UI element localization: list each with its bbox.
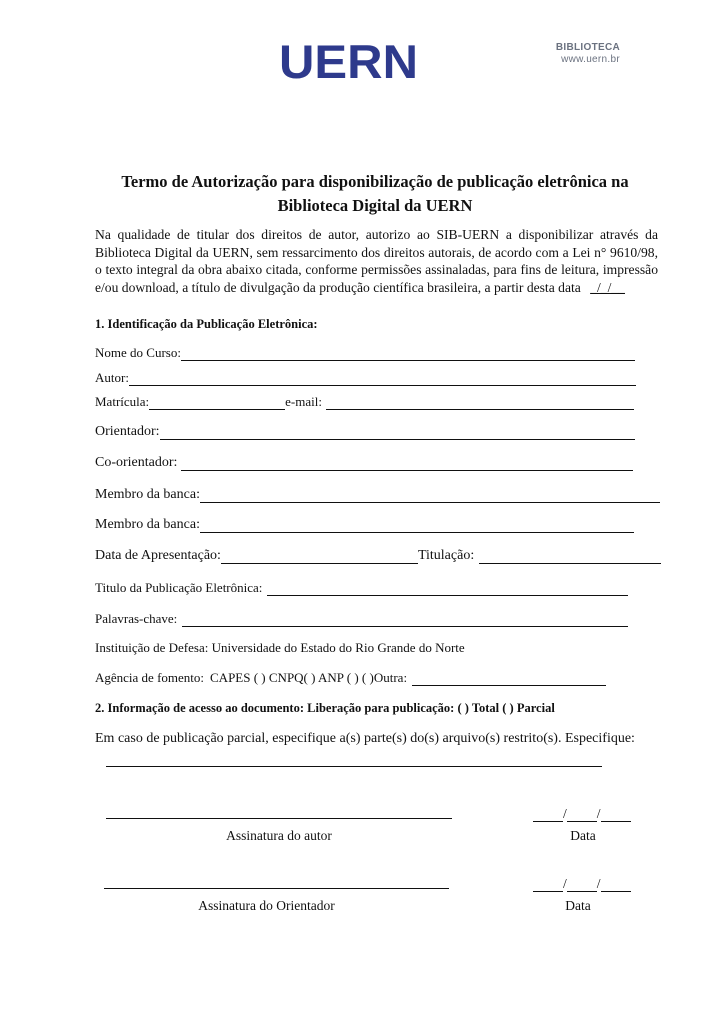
coorientador-input-line[interactable]	[181, 458, 633, 471]
agencia-label: Agência de fomento:	[95, 670, 205, 685]
uern-logo-text: UERN	[279, 42, 418, 80]
banca1-input-line[interactable]	[200, 490, 660, 503]
coorientador-label: Co-orientador:	[95, 455, 178, 470]
library-label: BIBLIOTECA	[555, 42, 620, 53]
advisor-date-caption: Data	[565, 898, 591, 913]
intro-date-blank: _/_/__	[590, 279, 625, 295]
document-title	[95, 170, 655, 218]
palavras-chave-input-line[interactable]	[182, 614, 628, 627]
titulacao-input-line[interactable]	[479, 551, 661, 564]
titulo-publicacao-input-line[interactable]	[267, 583, 628, 596]
curso-label: Nome do Curso:	[95, 345, 181, 360]
title-line-2: Biblioteca Digital da UERN	[277, 196, 473, 215]
email-input-line[interactable]	[326, 397, 634, 410]
field-apresentacao-titulacao	[95, 548, 661, 564]
field-instituicao	[95, 640, 465, 656]
field-palavras-chave	[95, 611, 628, 627]
banca2-input-line[interactable]	[200, 520, 634, 533]
author-date-slash-1: /	[563, 806, 567, 821]
matricula-label: Matrícula:	[95, 394, 150, 409]
orientador-label: Orientador:	[95, 424, 160, 439]
field-orientador	[95, 424, 635, 440]
advisor-date-day[interactable]	[533, 879, 563, 892]
advisor-date-blank[interactable]	[533, 876, 631, 892]
library-url: www.uern.br	[561, 54, 620, 65]
field-autor	[95, 370, 636, 386]
author-date-caption: Data	[570, 828, 596, 843]
section1-heading: 1. Identificação da Publicação Eletrônica:	[95, 317, 318, 331]
section2-heading: 2. Informação de acesso ao documento: Liberação para publicação: ( ) Total ( ) Parcial	[95, 701, 555, 715]
apresentacao-input-line[interactable]	[221, 551, 418, 564]
field-banca-2	[95, 517, 634, 533]
advisor-date-slash-2: /	[596, 876, 601, 891]
advisor-date-year[interactable]	[601, 879, 631, 892]
uern-logo	[279, 42, 418, 80]
author-date-year[interactable]	[601, 809, 631, 822]
orientador-input-line[interactable]	[160, 427, 635, 440]
intro-text: Na qualidade de titular dos direitos de autor, autorizo ao SIB-UERN a disponibilizar através da Biblioteca Digital da UERN, sem ressarcimento dos direitos autorais, de acordo com a Lei n° 9610/98, o texto integral da obra abaixo citada, conforme permissões assinaladas, para fins de leitura, impressão e/ou download, a título de divulgação da produção científica brasileira, a partir desta data	[95, 227, 658, 295]
author-signature-line[interactable]	[106, 818, 452, 819]
apresentacao-label: Data de Apresentação:	[95, 548, 221, 563]
partial-specify-line[interactable]	[106, 766, 602, 767]
advisor-date-slash-1: /	[563, 876, 567, 891]
palavras-chave-label: Palavras-chave:	[95, 611, 178, 626]
instituicao-text: Instituição de Defesa: Universidade do Estado do Rio Grande do Norte	[95, 640, 465, 655]
curso-input-line[interactable]	[181, 348, 635, 361]
intro-paragraph	[95, 226, 658, 296]
email-label: e-mail:	[285, 394, 322, 409]
agencia-outra-input-line[interactable]	[412, 673, 606, 686]
field-titulo-publicacao	[95, 580, 628, 596]
author-date-blank[interactable]	[533, 806, 631, 822]
titulacao-label: Titulação:	[417, 548, 475, 563]
advisor-signature-caption: Assinatura do Orientador	[198, 898, 335, 913]
author-signature-caption: Assinatura do autor	[226, 828, 332, 843]
title-line-1: Termo de Autorização para disponibilização de publicação eletrônica na	[121, 172, 629, 191]
advisor-signature-line[interactable]	[104, 888, 449, 889]
author-date-slash-2: /	[596, 806, 601, 821]
banca1-label: Membro da banca:	[95, 487, 200, 502]
banca2-label: Membro da banca:	[95, 517, 200, 532]
autor-input-line[interactable]	[129, 373, 636, 386]
field-matricula-email	[95, 394, 634, 410]
agencia-options[interactable]: CAPES ( ) CNPQ( ) ANP ( ) ( )Outra:	[210, 670, 408, 685]
field-coorientador	[95, 455, 633, 471]
partial-text: Em caso de publicação parcial, especifique a(s) parte(s) do(s) arquivo(s) restrito(s). Especifique:	[95, 731, 635, 746]
autor-label: Autor:	[95, 370, 129, 385]
library-branding	[540, 42, 620, 66]
titulo-publicacao-label: Titulo da Publicação Eletrônica:	[95, 580, 263, 595]
matricula-input-line[interactable]	[149, 397, 285, 410]
field-agencia	[95, 670, 606, 686]
advisor-date-month[interactable]	[567, 879, 597, 892]
field-curso	[95, 345, 635, 361]
author-date-day[interactable]	[533, 809, 563, 822]
author-date-month[interactable]	[567, 809, 597, 822]
field-banca-1	[95, 487, 660, 503]
